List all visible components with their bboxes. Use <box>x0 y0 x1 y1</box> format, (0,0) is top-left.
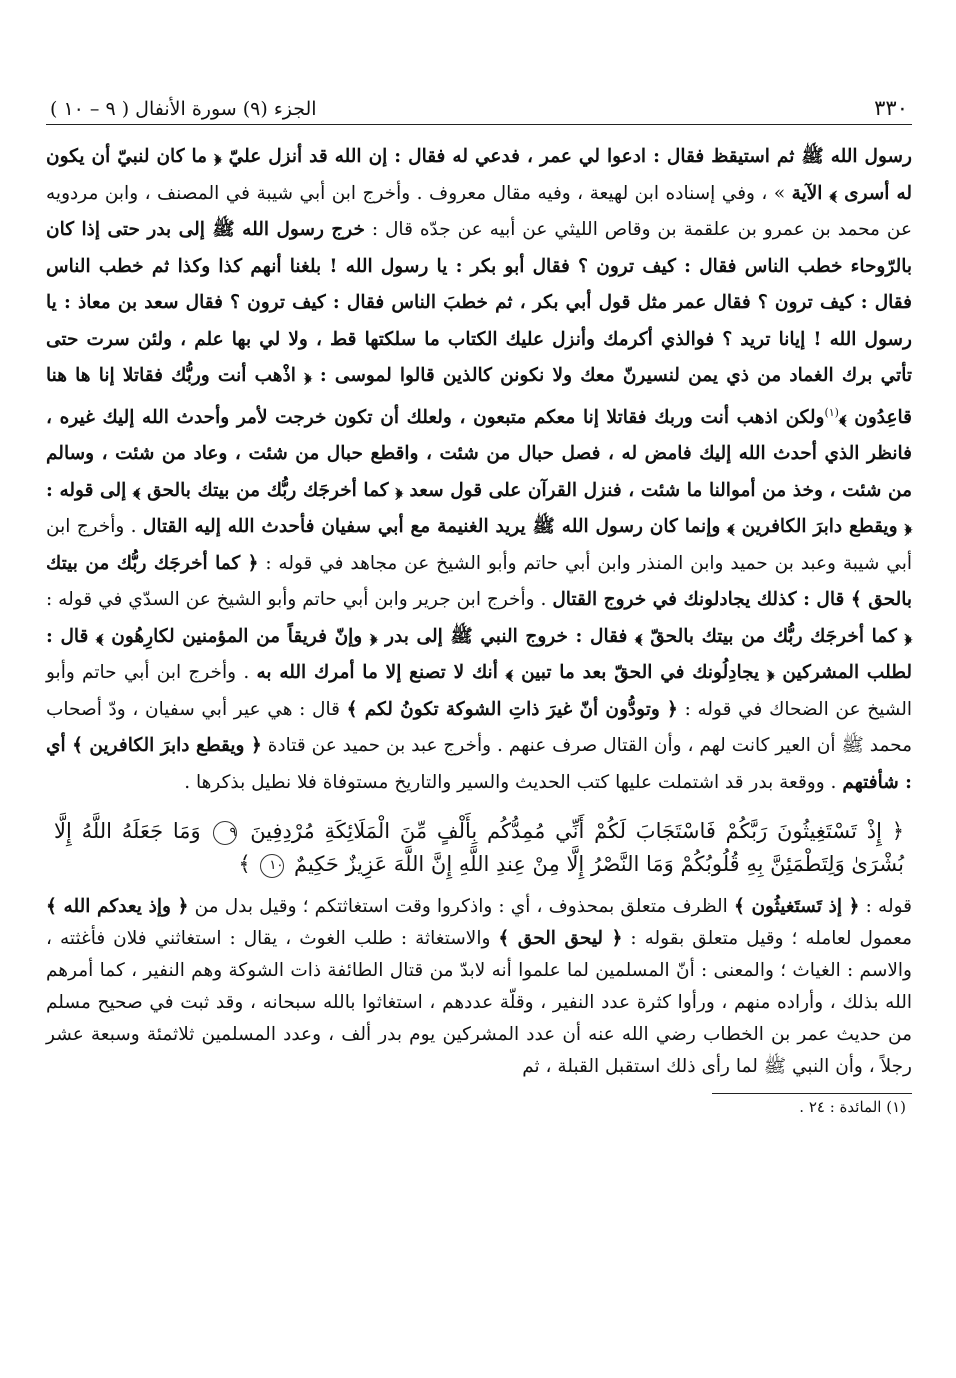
verse-9: إِذْ تَسْتَغِيثُونَ رَبَّكُمْ فَاسْتَجَابَ لَكُمْ أَنِّي مُمِدُّكُم بِأَلْفٍ مِّنَ الْمَلَائِكَةِ مُرْدِفِينَ <box>250 819 882 844</box>
hadith-text: ﴿ ويقطع دابرَ الكافرين ﴾ أي : شأفتهم <box>46 735 912 793</box>
narration-text: قال : هي عير أبي سفيان ، ودّ أصحاب محمد ﷺ أن العير كانت لهم ، وأن القتال صرف عنهم . وأخرج عبد بن حميد عن قتادة <box>46 698 912 757</box>
page-number: ٣٣٠ <box>874 96 908 120</box>
ornate-bracket-close: ﴾ <box>238 852 251 877</box>
commentary-text: معمول لعامله ؛ وقيل متعلق بقوله : <box>622 928 912 950</box>
main-paragraph <box>46 139 912 801</box>
ornate-bracket-open: ﴿ <box>891 819 904 844</box>
narration-text: . وأخرج ابن أبي حاتم وأبو الشيخ عن الضحاك في قوله : <box>46 662 913 720</box>
hadith-text: رسول الله ﷺ ثم استيقظ فقال : ادعوا لي عمر ، فدعي له فقال : إن الله قد أنزل عليّ ﴿ ما كان لنبيّ أن يكون له أسرى ﴾ الآية <box>46 146 912 204</box>
commentary-text: والاستغاثة : طلب الغوث ، يقال : استغاثني فلان فأغثته ، والاسم : الغياث ؛ والمعنى : أنّ المسلمين لما علموا أنه لابدّ من قتال الطائفة ذات الشوكة وهم النفير ، كما أمرهم الله بذلك ، وأراده منهم ، ورأوا كثرة عدد النفير ، وقلّة عددهم ، استغاثوا بالله سبحانه ، وقد ثبت في صحيح مسلم من حديث عمر بن الخطاب رضي الله عنه أن عدد المشركين يوم بدر ألف ، وعدد المسلمين ثلاثمئة وسبعة عشر رجلاً ، وأن النبي ﷺ لما رأى ذلك استقبل القبلة ، ثم <box>46 928 912 1078</box>
quoted-verse: ﴿ وإذ يعدكم الله ﴾ <box>46 896 189 918</box>
narration-text: » ، وفي إسناده ابن لهيعة ، وفيه مقال معروف . وأخرج ابن أبي شيبة في المصنف ، وابن مردويه عن محمد بن عمرو بن علقمة بن وقاص الليثي عن أبيه عن جدّه قال : <box>46 182 912 240</box>
hadith-text: ﴿ وتودُّون أنّ غيرَ ذاتِ الشوكة تكونُ لكم ﴾ <box>346 698 678 720</box>
hadith-text: ﴿ كما أخرجَك ربُّك من بيتك بالحقّ ﴾ فقال : خروج النبي ﷺ إلى بدر ﴿ وإنّ فريقاً من المؤمنين لكارِهُون ﴾ قال : لطلب المشركين ﴿ يجادِلُونك في الحقّ بعد ما تبين ﴾ أنك لا تصنع إلا ما أمرك الله به <box>46 625 913 684</box>
running-header <box>46 96 912 125</box>
verse-number-9: ٩ <box>213 821 237 845</box>
quoted-verse: ﴿ إذ تَستَغيثُون ﴾ <box>733 896 860 918</box>
tafsir-commentary <box>46 891 912 1083</box>
verse-10: وَمَا جَعَلَهُ اللَّهُ إِلَّا بُشْرَىٰ وَلِتَطْمَئِنَّ بِهِ قُلُوبُكُمْ وَمَا النَّصْرُ إِلَّا مِنْ عِندِ اللَّهِ إِنَّ اللَّهَ عَزِيزٌ حَكِيمٌ <box>54 819 904 877</box>
narration-text: . وأخرج ابن أبي شيبة وعبد بن حميد وابن المنذر وابن أبي حاتم وأبو الشيخ عن مجاهد في قوله : <box>46 516 912 574</box>
book-page <box>46 96 912 1116</box>
footnote-divider <box>712 1093 912 1094</box>
footnote: (١) المائدة : ٢٤ . <box>799 1098 906 1117</box>
narration-text: . وأخرج ابن جرير وابن أبي حاتم وأبو الشيخ عن السدّي في قوله : <box>46 589 553 611</box>
running-title: الجزء (٩) سورة الأنفال ( ٩ – ١٠ ) <box>50 98 317 120</box>
hadith-text: ولكن اذهب أنت وربك فقاتلا إنا معكم متبعون ، ولعلك أن تكون خرجت لأمر وأحدث الله إليك غيره ، فانظر الذي أحدث الله إليك فامض له ، فصل حبال من شئت ، واقطع حبال من شئت ، وعاد من شئت ، وسالم من شئت ، وخذ من أموالنا ما شئت ، فنزل القرآن على قول سعد ﴿ كما أخرجَك ربُّك من بيتك بالحق ﴾ إلى قوله : ﴿ ويقطع دابرَ الكافرين ﴾ وإنما كان رسول الله ﷺ يريد الغنيمة مع أبي سفيان فأحدث الله إليه القتال <box>46 406 912 538</box>
commentary-text: الظرف متعلق بمحذوف ، أي : واذكروا وقت استغاثتكم ؛ وقيل بدل من <box>188 896 734 918</box>
hadith-text: خرج رسول الله ﷺ إلى بدر حتى إذا كان بالرّوحاء خطب الناس فقال : كيف ترون ؟ فقال أبو بكر : يا رسول الله ! بلغنا أنهم كذا وكذا ثم خطب الناس فقال : كيف ترون ؟ فقال عمر مثل قول أبي بكر ، ثم خطبَ الناس فقال : كيف ترون ؟ فقال سعد بن معاذ : يا رسول الله ! إيانا تريد ؟ فوالذي أكرمك وأنزل عليك الكتاب ما سلكتها قط ، ولا لي بها علم ، ولئن سرت حتى تأتي برك الغماد من ذي يمن لنسيرنّ معك ولا نكونن كالذين قالوا لموسى : ﴿ اذْهب أنت وربُّك فقاتلا إنا ها هنا قاعِدُون ﴾ <box>46 219 912 428</box>
quran-verses <box>54 815 904 881</box>
narration-text: . ووقعة بدر قد اشتملت عليها كتب الحديث والسير والتاريخ مستوفاة فلا نطيل بذكرها . <box>184 771 843 793</box>
quoted-verse: ﴿ ليحق الحق ﴾ <box>498 928 623 950</box>
verse-number-10: ١٠ <box>260 854 284 878</box>
hadith-text: ﴿ كما أخرجَك ربُّك من بيتك بالحق ﴾ قال : كذلك يجادلونك في خروج القتال <box>46 552 912 611</box>
footnote-ref[interactable]: (١) <box>824 405 839 419</box>
commentary-text: قوله : <box>859 896 912 918</box>
